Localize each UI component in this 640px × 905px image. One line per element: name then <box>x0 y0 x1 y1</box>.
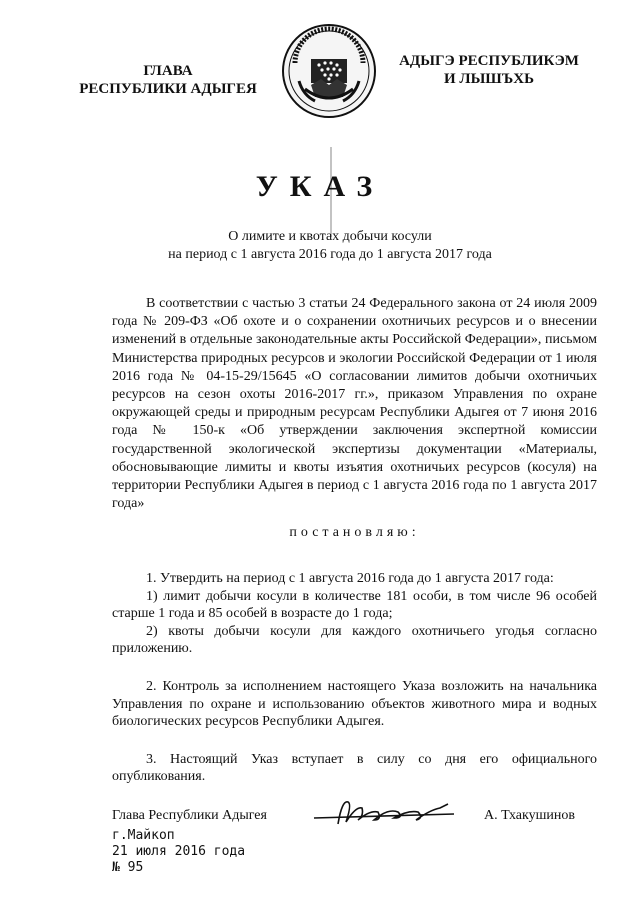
subtitle-line1: О лимите и квотах добычи косули <box>228 229 432 244</box>
header-left <box>58 62 278 98</box>
preamble-text: В соответствии с частью 3 статьи 24 Федерального закона от 24 июля 2009 года № 209-ФЗ «Об охоте и о сохранении охотничьих ресурсов и о внесении изменений в отдельные законодательные акты Российской Федерации», письмом Министерства природных ресурсов и экологии Российской Федерации от 1 июля 2016 года № 04-15-29/15645 «О согласовании лимитов добычи охотничьих ресурсов на сезон охоты 2016-2017 гг.», приказом Управления по охране окружающей среды и природным ресурсам Республики Адыгея от 7 июня 2016 года № 150-к «Об утверждении заключения экспертной комиссии государственной экологической экспертизы документации «Материалы, обосновывающие лимиты и квоты изъятия охотничьих ресурсов (косуля) на территории Республики Адыгея в период с 1 августа 2016 года по 1 августа 2017 года» <box>112 296 597 512</box>
decree-word: постановляю: <box>289 525 420 540</box>
stamp-number: № 95 <box>112 860 144 875</box>
signatory-position: Глава Республики Адыгея <box>112 808 267 823</box>
stamp-city: г.Майкоп <box>112 828 175 843</box>
subtitle-line2: на период с 1 августа 2016 года до 1 августа 2017 года <box>168 247 492 262</box>
coat-of-arms-icon <box>281 23 377 119</box>
item-2: 2. Контроль за исполнением настоящего Указа возложить на начальника Управления по охране и использованию объектов животного мира и водных биологических ресурсов Республики Адыгея. <box>112 678 597 730</box>
item-3: 3. Настоящий Указ вступает в силу со дня его официального опубликования. <box>112 751 597 785</box>
signatory-name: А. Тхакушинов <box>484 808 575 823</box>
header-right-line2: И ЛЫШЪХЬ <box>443 71 535 87</box>
issue-stamp <box>112 828 245 876</box>
header-right <box>384 52 594 88</box>
header-left-line1: ГЛАВА <box>143 63 193 79</box>
item-1: 1. Утвердить на период с 1 августа 2016 года до 1 августа 2017 года: <box>146 571 554 586</box>
handwritten-signature <box>308 796 458 830</box>
document-title: УКАЗ <box>255 170 385 203</box>
item-1-2: 2) квоты добычи косули для каждого охотничьего угодья согласно приложению. <box>112 623 597 657</box>
preamble-block <box>112 295 597 513</box>
item-1-1: 1) лимит добычи косули в количестве 181 особи, в том числе 96 особей старше 1 года и 85 особей в возрасте до 1 года; <box>112 588 597 622</box>
stamp-date: 21 июля 2016 года <box>112 844 246 859</box>
decree-items <box>112 570 597 786</box>
document-subtitle <box>0 228 640 264</box>
header-left-line2: РЕСПУБЛИКИ АДЫГЕЯ <box>79 81 257 97</box>
header-right-line1: АДЫГЭ РЕСПУБЛИКЭМ <box>399 53 579 69</box>
